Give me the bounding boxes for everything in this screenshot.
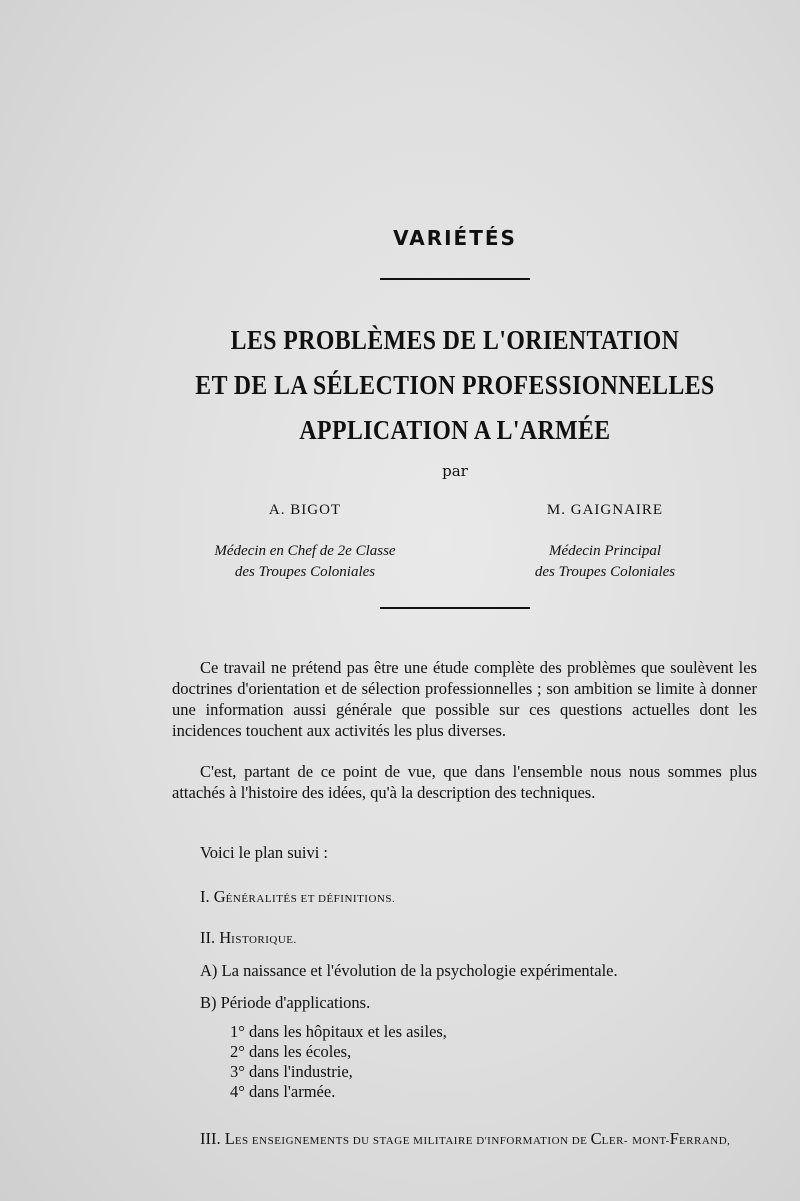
outline-item-3-clermont-part2: MONT- <box>632 1135 670 1147</box>
author-1-role-line-1: Médecin en Chef de 2e Classe <box>214 543 396 559</box>
author-2 <box>480 502 730 583</box>
top-rule <box>380 278 530 280</box>
plan-intro: Voici le plan suivi : <box>200 843 329 862</box>
paragraph-1 <box>172 657 757 741</box>
title-line-3: APPLICATION A L'ARMÉE <box>299 415 611 445</box>
title-line-2: ET DE LA SÉLECTION PROFESSIONNELLES <box>195 370 715 400</box>
outline-sub-2: 2° dans les écoles, <box>230 1042 352 1061</box>
outline-item-2-number: II. <box>200 928 216 947</box>
outline-item-1-initial: G <box>213 887 226 906</box>
author-1 <box>180 502 430 583</box>
outline-item-2-initial: H <box>219 928 232 947</box>
outline-item-2 <box>200 928 297 948</box>
paragraph-1-text: Ce travail ne prétend pas être une étude complète des problèmes que soulèvent les doctrines d'orientation et de sélection professionnelles ; son ambition se limite à donner une information aussi générale que possible sur ces questions actuelles dont les incidences touchent aux activités les plus diverses. <box>172 658 757 740</box>
outline-item-1 <box>200 887 395 907</box>
author-1-name: A. BIGOT <box>268 502 342 518</box>
paragraph-2-text: C'est, partant de ce point de vue, que dans l'ensemble nous nous sommes plus attachés à l'histoire des idées, qu'à la description des techniques. <box>172 762 757 802</box>
outline-item-3-initial: L <box>224 1129 235 1148</box>
outline-item-2-label: ISTORIQUE. <box>231 934 297 946</box>
byline: par <box>442 462 468 480</box>
outline-item-1-number: I. <box>200 887 210 906</box>
outline-item-3-clermont-part1: LER- <box>601 1135 629 1147</box>
outline-item-3-ferrand-rest: ERRAND, <box>678 1135 731 1147</box>
outline-item-2a: A) La naissance et l'évolution de la psychologie expérimentale. <box>200 961 618 980</box>
outline-item-2b: B) Période d'applications. <box>200 993 371 1012</box>
section-heading: VARIÉTÉS <box>393 226 517 250</box>
outline-item-3-clermont-initial: C <box>590 1129 602 1148</box>
outline-sub-1: 1° dans les hôpitaux et les asiles, <box>230 1022 447 1041</box>
outline-item-3 <box>172 1128 757 1152</box>
outline-sub-3: 3° dans l'industrie, <box>230 1062 353 1081</box>
title-line-1: LES PROBLÈMES DE L'ORIENTATION <box>230 325 680 355</box>
outline-sub-4: 4° dans l'armée. <box>230 1082 336 1101</box>
separator-rule <box>380 607 530 609</box>
outline-item-3-number: III. <box>200 1129 221 1148</box>
author-2-role-line-1: Médecin Principal <box>548 543 662 559</box>
author-1-role-line-2: des Troupes Coloniales <box>234 564 376 580</box>
author-2-name: M. GAIGNAIRE <box>546 502 664 518</box>
outline-item-1-label: ÉNÉRALITÉS ET DÉFINITIONS. <box>225 893 396 905</box>
outline-item-3-ferrand-initial: F <box>669 1129 679 1148</box>
author-2-role-line-2: des Troupes Coloniales <box>534 564 676 580</box>
outline-item-3-label: ES ENSEIGNEMENTS DU STAGE MILITAIRE D'INFORMATION DE <box>234 1135 591 1147</box>
paragraph-2 <box>172 761 757 803</box>
